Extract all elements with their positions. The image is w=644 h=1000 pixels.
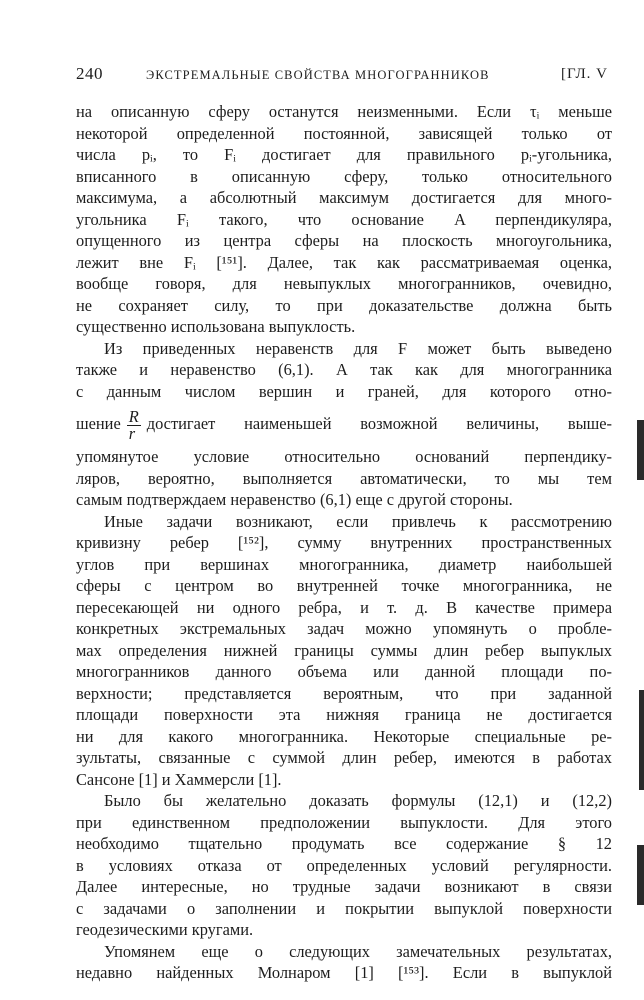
text-line: Далее интересные, но трудные задачи возникают в связи xyxy=(76,877,612,896)
paragraph-start: Упомянем еще о следующих замечательных результатах, xyxy=(104,941,612,961)
fraction-line xyxy=(76,402,612,446)
text-line: при единственном предположении выпуклости. Для этого xyxy=(76,812,612,832)
chapter-reference: [ГЛ. V xyxy=(560,66,608,82)
text-line: зультаты, связанные с суммой длин ребер, имеются в работах xyxy=(76,748,612,767)
scan-edge-mark xyxy=(637,845,644,905)
paragraph-start: Из приведенных неравенств для F может быть выведено xyxy=(104,338,612,358)
body-text xyxy=(76,101,612,984)
fraction-line-after: достигает наименьшей возможной величины, выше- xyxy=(146,414,612,433)
text-line: вписанного в описанную сферу, только относительного xyxy=(76,166,612,186)
text-line: с задачами о заполнении и покрытии выпуклой поверхности xyxy=(76,898,612,918)
text-line: числа pᵢ, то Fᵢ достигает для правильного pᵢ-угольника, xyxy=(76,145,612,164)
fraction-line-before: шение xyxy=(76,414,121,433)
text-line: мах определения нижней границы суммы длин ребер выпуклых xyxy=(76,640,612,660)
text-line: существенно использована выпуклость. xyxy=(76,317,356,336)
paragraph-start: Иные задачи возникают, если привлечь к рассмотрению xyxy=(104,511,612,531)
text-line: упомянутое условие относительно оснований перпендику- xyxy=(76,447,612,466)
text-line: сферы с центром во внутренней точке многогранника, не xyxy=(76,576,612,595)
fraction-numerator: R xyxy=(128,406,139,426)
text-line: с данным числом вершин и граней, для которого отно- xyxy=(76,381,612,401)
text-line: лежит вне Fᵢ [¹⁵¹]. Далее, так как рассматриваемая оценка, xyxy=(76,252,612,272)
text-line: необходимо тщательно продумать все содержание § 12 xyxy=(76,834,612,853)
text-line: максимума, а абсолютный максимум достигается для много- xyxy=(76,188,612,207)
text-line: не сохраняет силу, то при доказательстве должна быть xyxy=(76,295,612,315)
text-line: вообще говоря, для невыпуклых многогранников, очевидно, xyxy=(76,274,612,293)
text-line: геодезическими кругами. xyxy=(76,920,254,939)
text-line: недавно найденных Молнаром [1] [¹⁵³]. Если в выпуклой xyxy=(76,963,612,982)
text-line: площади поверхности эта нижняя граница не достигается xyxy=(76,705,612,724)
text-line: угольника Fᵢ такого, что основание A перпендикуляра, xyxy=(76,209,612,229)
text-line: ляров, вероятно, выполняется автоматически, то мы тем xyxy=(76,468,612,488)
scan-edge-mark xyxy=(637,420,644,480)
running-title: ЭКСТРЕМАЛЬНЫЕ СВОЙСТВА МНОГОГРАННИКОВ xyxy=(146,68,490,82)
text-line: на описанную сферу останутся неизменными. Если τᵢ меньше xyxy=(76,102,612,121)
text-line: многогранников данного объема или данной площади по- xyxy=(76,662,612,681)
page-header xyxy=(76,63,608,85)
page-number: 240 xyxy=(76,64,103,83)
fraction-denominator: r xyxy=(128,423,136,443)
paragraph-start: Было бы желательно доказать формулы (12,1) и (12,2) xyxy=(104,791,612,810)
text-line: верхности; представляется вероятным, что при заданной xyxy=(76,683,612,703)
text-line: кривизну ребер [¹⁵²], сумму внутренних пространственных xyxy=(76,533,612,552)
text-line: в условиях отказа от определенных условий регулярности. xyxy=(76,855,612,875)
text-line: ни для какого многогранника. Некоторые специальные ре- xyxy=(76,726,612,746)
fraction-r-over-r xyxy=(127,406,141,443)
text-line: конкретных экстремальных задач можно упомянуть о пробле- xyxy=(76,619,612,638)
text-line: некоторой определенной постоянной, зависящей только от xyxy=(76,123,612,143)
text-line: пересекающей ни одного ребра, и т. д. В качестве примера xyxy=(76,597,612,617)
text-line: углов при вершинах многогранника, диаметр наибольшей xyxy=(76,554,612,574)
scan-edge-mark xyxy=(639,690,644,790)
text-line: опущенного из центра сферы на плоскость многоугольника, xyxy=(76,231,612,250)
text-line: Сансоне [1] и Хаммерсли [1]. xyxy=(76,769,282,789)
text-line: самым подтверждаем неравенство (6,1) еще с другой стороны. xyxy=(76,490,513,509)
text-line: также и неравенство (6,1). А так как для многогранника xyxy=(76,360,612,379)
